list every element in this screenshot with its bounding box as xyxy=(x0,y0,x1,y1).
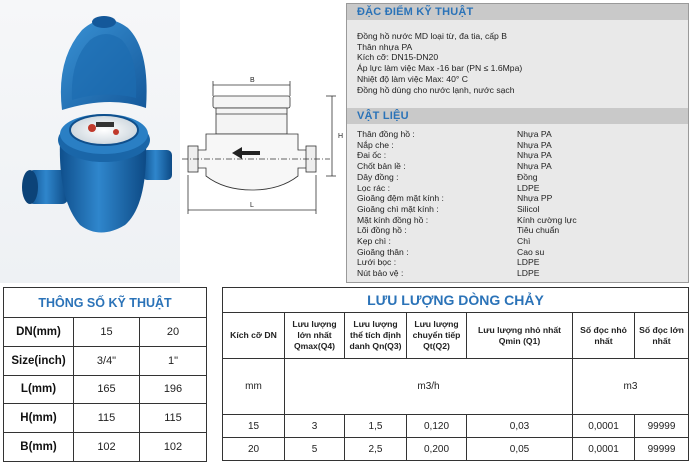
material-value: Tiêu chuẩn xyxy=(517,225,560,236)
material-row xyxy=(357,161,677,172)
unit-size: mm xyxy=(223,359,285,415)
cell: 1,5 xyxy=(345,415,407,438)
table-row xyxy=(4,346,207,375)
dimension-table-title: THÔNG SỐ KỸ THUẬT xyxy=(4,288,207,318)
material-value: Nhựa PP xyxy=(517,193,553,204)
col-header: Lưu lượng chuyển tiếp Qt(Q2) xyxy=(407,313,467,359)
material-key: Gioăng đệm mặt kính : xyxy=(357,193,444,204)
unit-reading: m3 xyxy=(573,359,689,415)
table-row xyxy=(4,404,207,433)
spec-line: Kích cỡ: DN15-DN20 xyxy=(357,52,439,63)
material-key: Lọc rác : xyxy=(357,182,390,193)
col-header: Lưu lượng thể tích định danh Qn(Q3) xyxy=(345,313,407,359)
cell-dn15: 115 xyxy=(74,404,140,433)
water-meter-photo xyxy=(0,0,180,283)
cell-dn20: 20 xyxy=(140,318,207,347)
material-key: Gioăng chì mặt kính : xyxy=(357,203,439,214)
spec-line: Thân nhựa PA xyxy=(357,41,413,52)
dimension-table xyxy=(3,287,207,462)
material-value: Đồng xyxy=(517,171,538,182)
material-key: Kẹp chì : xyxy=(357,236,391,246)
table-row xyxy=(223,438,689,461)
material-key: Gioăng thân : xyxy=(357,246,409,257)
material-value: Nhựa PA xyxy=(517,139,552,150)
col-header: Kích cỡ DN xyxy=(223,313,285,359)
cell: 0,120 xyxy=(407,415,467,438)
cell-dn20: 115 xyxy=(140,404,207,433)
material-row xyxy=(357,247,677,258)
material-row xyxy=(357,257,677,268)
material-row xyxy=(357,172,677,183)
table-row xyxy=(4,375,207,404)
col-header: Số đọc nhỏ nhất xyxy=(573,313,635,359)
meter-dimension-drawing xyxy=(180,0,345,283)
material-key: Thân đồng hồ : xyxy=(357,129,415,139)
material-row xyxy=(357,215,677,226)
material-row xyxy=(357,236,677,247)
material-value: Silicol xyxy=(517,203,540,214)
table-row xyxy=(4,318,207,347)
material-row xyxy=(357,183,677,194)
material-key: Đai ốc : xyxy=(357,150,387,161)
material-value: Nhựa PA xyxy=(517,150,552,161)
cell: 3 xyxy=(285,415,345,438)
row-label: DN(mm) xyxy=(4,318,74,347)
row-label: H(mm) xyxy=(4,404,74,433)
material-row xyxy=(357,225,677,236)
cell-dn15: 165 xyxy=(74,375,140,404)
col-header: Lưu lượng lớn nhất Qmax(Q4) xyxy=(285,313,345,359)
material-row xyxy=(357,150,677,161)
material-key: Chốt bản lề : xyxy=(357,161,406,172)
material-value: Kính cường lực xyxy=(517,214,577,225)
spec-title-materials: VẬT LIỆU xyxy=(347,108,688,124)
units-row xyxy=(223,359,689,415)
material-value: LDPE xyxy=(517,257,540,268)
dim-label-h: H xyxy=(338,133,344,140)
cell: 0,200 xyxy=(407,438,467,461)
material-row xyxy=(357,268,677,279)
cell: 0,0001 xyxy=(573,415,635,438)
flow-table-header xyxy=(223,313,689,359)
material-key: Dây đồng : xyxy=(357,171,399,182)
cell: 2,5 xyxy=(345,438,407,461)
technical-drawing xyxy=(180,0,345,283)
flow-table-title: LƯU LƯỢNG DÒNG CHẢY xyxy=(223,288,689,313)
dim-label-b: B xyxy=(250,77,255,84)
material-key: Lưới bọc : xyxy=(357,257,397,268)
material-key: Mặt kính đồng hồ : xyxy=(357,214,429,225)
spec-lines xyxy=(357,31,522,95)
cell-dn20: 102 xyxy=(140,433,207,462)
cell: 99999 xyxy=(635,438,689,461)
cell-dn15: 3/4" xyxy=(74,346,140,375)
spec-line: Đồng hồ nước MD loại từ, đa tia, cấp B xyxy=(357,31,507,41)
spec-panel xyxy=(346,3,689,283)
material-value: Nhựa PA xyxy=(517,129,552,139)
cell-dn15: 102 xyxy=(74,433,140,462)
material-value: Cao su xyxy=(517,246,545,257)
cell-dn20: 1" xyxy=(140,346,207,375)
dim-label-l: L xyxy=(250,202,254,209)
cell: 0,05 xyxy=(467,438,573,461)
material-row xyxy=(357,129,677,140)
cell: 99999 xyxy=(635,415,689,438)
material-value: Nhựa PA xyxy=(517,161,552,172)
table-row xyxy=(223,415,689,438)
spec-title-technical: ĐẶC ĐIỂM KỸ THUẬT xyxy=(347,4,688,20)
flow-rate-table xyxy=(222,287,689,461)
row-label: Size(inch) xyxy=(4,346,74,375)
cell-dn15: 15 xyxy=(74,318,140,347)
spec-line: Đồng hồ dùng cho nước lạnh, nước sạch xyxy=(357,84,515,95)
cell: 20 xyxy=(223,438,285,461)
cell: 0,0001 xyxy=(573,438,635,461)
cell: 15 xyxy=(223,415,285,438)
material-key: Nút bảo vệ : xyxy=(357,268,404,279)
material-value: LDPE xyxy=(517,182,540,193)
cell: 5 xyxy=(285,438,345,461)
material-value: Chì xyxy=(517,236,531,246)
row-label: L(mm) xyxy=(4,375,74,404)
spec-line: Nhiệt độ làm việc Max: 40° C xyxy=(357,73,468,84)
row-label: B(mm) xyxy=(4,433,74,462)
table-row xyxy=(4,433,207,462)
material-key: Lõi đồng hồ : xyxy=(357,225,407,236)
material-row xyxy=(357,140,677,151)
cell: 0,03 xyxy=(467,415,573,438)
material-value: LDPE xyxy=(517,268,540,279)
cell-dn20: 196 xyxy=(140,375,207,404)
material-row xyxy=(357,204,677,215)
spec-line: Áp lực làm việc Max -16 bar (PN ≤ 1.6Mpa) xyxy=(357,63,523,74)
col-header: Số đọc lớn nhất xyxy=(635,313,689,359)
col-header: Lưu lượng nhỏ nhất Qmin (Q1) xyxy=(467,313,573,359)
water-meter-illustration xyxy=(0,0,180,283)
material-key: Nắp che : xyxy=(357,139,394,150)
material-row xyxy=(357,193,677,204)
unit-flow: m3/h xyxy=(285,359,573,415)
